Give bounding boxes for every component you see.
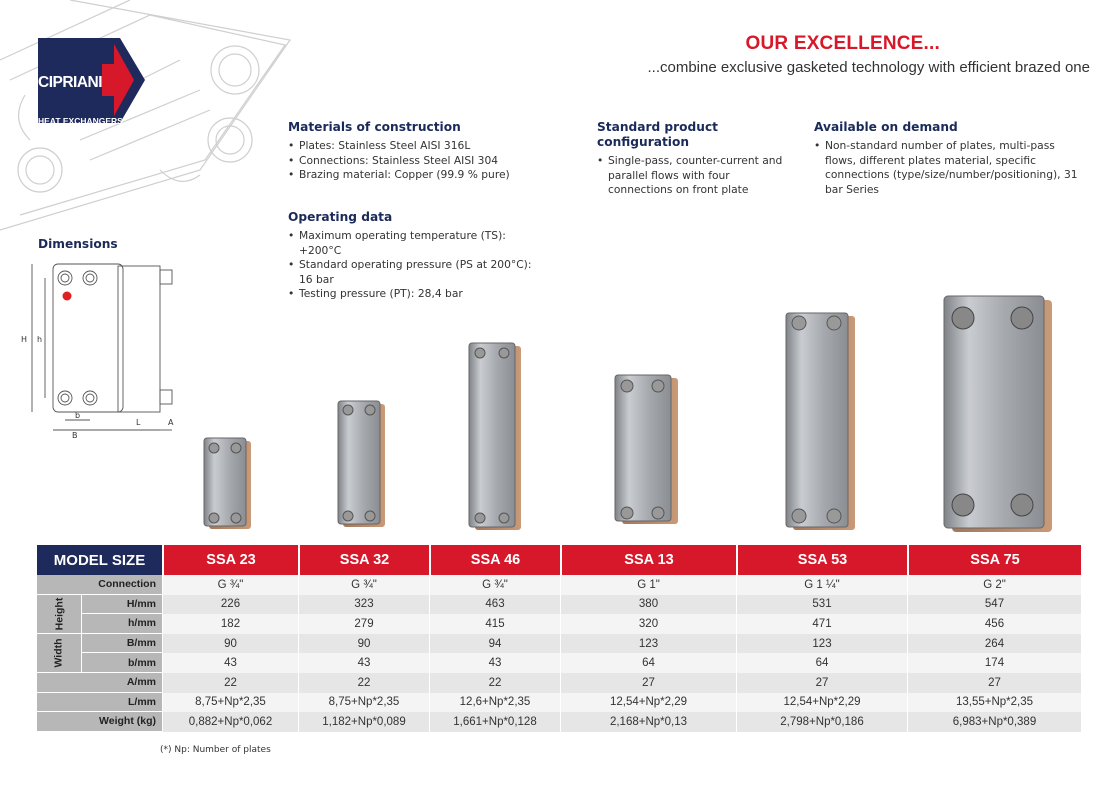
table-cell: 320 bbox=[560, 614, 736, 634]
row-label: A/mm bbox=[37, 673, 162, 693]
table-cell: 380 bbox=[560, 595, 736, 615]
model-header: SSA 23 bbox=[162, 545, 298, 575]
table-cell: 43 bbox=[298, 653, 429, 673]
model-header: SSA 46 bbox=[429, 545, 560, 575]
table-row bbox=[37, 673, 1081, 693]
list-item: • Non-standard number of plates, multi-pass flows, different plates material, specific connections (type/size/number/positioning), 31 bar Series bbox=[814, 139, 1084, 197]
dim-label-H: H bbox=[21, 335, 28, 344]
product-ssa23 bbox=[204, 438, 251, 529]
row-label: b/mm bbox=[82, 653, 162, 673]
materials-heading: Materials of construction bbox=[288, 120, 461, 134]
table-cell: 94 bbox=[429, 634, 560, 654]
table-cell: 264 bbox=[907, 634, 1081, 654]
available-section bbox=[814, 120, 1084, 197]
operating-section bbox=[288, 210, 548, 302]
table-cell: 2,798+Np*0,186 bbox=[736, 712, 907, 732]
table-cell: G 2" bbox=[907, 575, 1081, 595]
footnote: (*) Np: Number of plates bbox=[160, 745, 271, 755]
group-label-height bbox=[37, 595, 82, 634]
table-cell: 531 bbox=[736, 595, 907, 615]
dim-label-L: L bbox=[136, 418, 141, 427]
table-cell: 182 bbox=[162, 614, 298, 634]
table-cell: G ¾" bbox=[298, 575, 429, 595]
list-item: • Maximum operating temperature (TS): +200°C bbox=[288, 229, 548, 258]
group-label-text: Height bbox=[52, 597, 65, 631]
table-cell: 43 bbox=[429, 653, 560, 673]
table-cell: G 1" bbox=[560, 575, 736, 595]
table-cell: 12,6+Np*2,35 bbox=[429, 693, 560, 713]
standard-heading: Standard product configuration bbox=[597, 120, 718, 149]
logo-arrows bbox=[100, 38, 150, 123]
row-label: h/mm bbox=[82, 614, 162, 634]
table-cell: 22 bbox=[162, 673, 298, 693]
table-cell: 1,661+Np*0,128 bbox=[429, 712, 560, 732]
available-heading: Available on demand bbox=[814, 120, 958, 134]
table-cell: 174 bbox=[907, 653, 1081, 673]
table-row bbox=[37, 712, 1081, 732]
list-item: • Single-pass, counter-current and parallel flows with four connections on front plate bbox=[597, 154, 787, 198]
operating-list bbox=[288, 229, 548, 302]
product-ssa75 bbox=[944, 296, 1052, 532]
table-cell: 8,75+Np*2,35 bbox=[298, 693, 429, 713]
dim-label-B: B bbox=[72, 431, 78, 440]
table-cell: 279 bbox=[298, 614, 429, 634]
table-cell: 12,54+Np*2,29 bbox=[560, 693, 736, 713]
materials-section bbox=[288, 120, 578, 183]
table-cell: 471 bbox=[736, 614, 907, 634]
dim-label-h: h bbox=[37, 335, 43, 344]
table-cell: 0,882+Np*0,062 bbox=[162, 712, 298, 732]
dim-label-b: b bbox=[75, 411, 81, 420]
table-cell: 43 bbox=[162, 653, 298, 673]
table-row bbox=[37, 634, 1081, 654]
row-label: Connection bbox=[37, 575, 162, 595]
table-cell: 2,168+Np*0,13 bbox=[560, 712, 736, 732]
standard-list bbox=[597, 154, 787, 198]
dim-label-A: A bbox=[168, 418, 174, 427]
dimensions-drawing bbox=[18, 258, 193, 443]
materials-list bbox=[288, 139, 578, 183]
table-row bbox=[37, 575, 1081, 595]
specs-table bbox=[37, 545, 1081, 732]
model-size-header: MODEL SIZE bbox=[37, 545, 162, 575]
operating-heading: Operating data bbox=[288, 210, 393, 224]
table-cell: 13,55+Np*2,35 bbox=[907, 693, 1081, 713]
table-cell: 456 bbox=[907, 614, 1081, 634]
table-cell: 123 bbox=[560, 634, 736, 654]
list-item: • Brazing material: Copper (99.9 % pure) bbox=[288, 168, 578, 183]
product-ssa46 bbox=[469, 343, 521, 530]
table-cell: 90 bbox=[162, 634, 298, 654]
model-header: SSA 13 bbox=[560, 545, 736, 575]
table-cell: 415 bbox=[429, 614, 560, 634]
table-cell: 27 bbox=[907, 673, 1081, 693]
row-label: B/mm bbox=[82, 634, 162, 654]
table-row bbox=[37, 653, 1081, 673]
table-cell: 226 bbox=[162, 595, 298, 615]
table-cell: G ¾" bbox=[162, 575, 298, 595]
model-header: SSA 75 bbox=[907, 545, 1081, 575]
row-label: H/mm bbox=[82, 595, 162, 615]
list-item: • Standard operating pressure (PS at 200°C): 16 bar bbox=[288, 258, 548, 287]
table-cell: 323 bbox=[298, 595, 429, 615]
group-label-text: Width bbox=[53, 638, 65, 668]
page-subtitle: ...combine exclusive gasketed technology with efficient brazed one bbox=[647, 59, 1090, 76]
row-label: Weight (kg) bbox=[37, 712, 162, 732]
table-cell: 64 bbox=[736, 653, 907, 673]
logo-area bbox=[0, 0, 300, 240]
table-cell: 1,182+Np*0,089 bbox=[298, 712, 429, 732]
table-cell: 27 bbox=[736, 673, 907, 693]
list-item: • Plates: Stainless Steel AISI 316L bbox=[288, 139, 578, 154]
logo-wordmark: CIPRIANI bbox=[38, 74, 103, 91]
list-item: • Testing pressure (PT): 28,4 bar bbox=[288, 287, 548, 302]
logo-tagline: HEAT EXCHANGERS bbox=[38, 116, 123, 126]
dimensions-heading: Dimensions bbox=[38, 237, 118, 251]
product-ssa13 bbox=[615, 375, 678, 524]
table-row bbox=[37, 693, 1081, 713]
standard-config-section bbox=[597, 120, 787, 198]
table-cell: 8,75+Np*2,35 bbox=[162, 693, 298, 713]
model-header: SSA 53 bbox=[736, 545, 907, 575]
product-ssa53 bbox=[786, 313, 855, 530]
table-cell: 463 bbox=[429, 595, 560, 615]
product-ssa32 bbox=[338, 401, 385, 527]
table-row bbox=[37, 595, 1081, 615]
table-cell: 22 bbox=[429, 673, 560, 693]
page-title: OUR EXCELLENCE... bbox=[745, 33, 940, 54]
table-row bbox=[37, 614, 1081, 634]
model-header: SSA 32 bbox=[298, 545, 429, 575]
available-list bbox=[814, 139, 1084, 197]
group-label-width bbox=[37, 634, 82, 673]
table-header-row bbox=[37, 545, 1081, 575]
row-label: L/mm bbox=[37, 693, 162, 713]
table-cell: 123 bbox=[736, 634, 907, 654]
table-cell: G ¾" bbox=[429, 575, 560, 595]
table-cell: 12,54+Np*2,29 bbox=[736, 693, 907, 713]
table-cell: 547 bbox=[907, 595, 1081, 615]
table-cell: 27 bbox=[560, 673, 736, 693]
table-cell: 90 bbox=[298, 634, 429, 654]
table-cell: G 1 ¼" bbox=[736, 575, 907, 595]
table-cell: 22 bbox=[298, 673, 429, 693]
list-item: • Connections: Stainless Steel AISI 304 bbox=[288, 154, 578, 169]
table-cell: 64 bbox=[560, 653, 736, 673]
table-cell: 6,983+Np*0,389 bbox=[907, 712, 1081, 732]
